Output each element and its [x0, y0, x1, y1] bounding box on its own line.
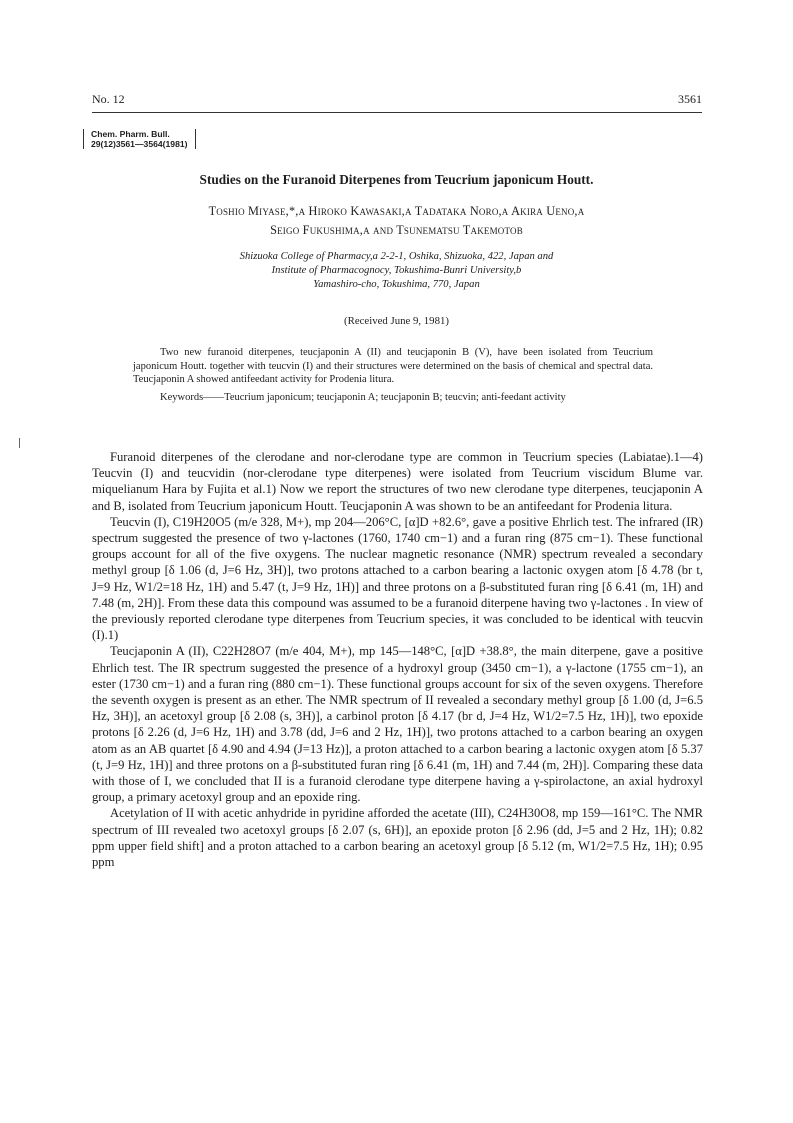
- journal-volume: 29(12)3561—3564(1981): [91, 139, 188, 149]
- paragraph-teucvin: Teucvin (I), C19H20O5 (m/e 328, M+), mp 204—206°C, [α]D +82.6°, gave a positive Ehrlich test. The infrared (IR) spectrum suggested the presence of two γ-lactones (1760, 1740 cm−1) and a furan ring (875 cm−1). These functional groups account for all of the five oxygens. The nuclear magnetic resonance (NMR) spectrum revealed a secondary methyl group [δ 1.06 (d, J=6 Hz, 3H)], two protons attached to a carbon bearing a lactonic oxygen atom [δ 4.78 (br t, J=9 Hz, W1/2=18 Hz, 1H) and 5.47 (t, J=9 Hz, 1H)] and three protons on a β-substituted furan ring [δ 6.41 (m, 1H) and 7.48 (m, 2H)]. From these data this compound was assumed to be a furanoid diterpene having two γ-lactones . In view of the previously reported clerodane type diterpenes from Teucrium species, it was concluded to be identical with teucvin (I).1): [92, 514, 703, 643]
- margin-mark: [19, 438, 20, 448]
- authors-line-1: Toshio Miyase,*,a Hiroko Kawasaki,a Tadataka Noro,a Akira Ueno,a: [208, 204, 585, 218]
- abstract: [133, 346, 653, 404]
- journal-citation: [83, 129, 196, 149]
- affiliation-line-1: Shizuoka College of Pharmacy,a 2-2-1, Oshika, Shizuoka, 422, Japan and: [239, 251, 554, 262]
- paper-title: Studies on the Furanoid Diterpenes from Teucrium japonicum Houtt.: [199, 172, 594, 187]
- body-text: [92, 449, 703, 870]
- running-header: [92, 90, 702, 113]
- page-number: 3561: [678, 92, 702, 106]
- paragraph-intro: Furanoid diterpenes of the clerodane and nor-clerodane type are common in Teucrium species (Labiatae).1—4) Teucvin (I) and teucvidin (nor-clerodane type diterpenes) were isolated from Teucrium viscidum Blume var. miquelianum Hara by Fujita et al.1) Now we report the structures of two new clerodane type diterpenes, teucjaponin A and B, isolated from Teucrium japonicum Houtt. Teucjaponin A was shown to be an antifeedant for Prodenia litura.: [92, 450, 703, 513]
- issue-number: No. 12: [92, 92, 125, 106]
- keywords: Keywords——Teucrium japonicum; teucjaponin A; teucjaponin B; teucvin; anti-feedant activity: [160, 391, 566, 403]
- affiliations: [0, 250, 793, 292]
- received-date: (Received June 9, 1981): [344, 315, 449, 327]
- abstract-text: Two new furanoid diterpenes, teucjaponin A (II) and teucjaponin B (V), have been isolated from Teucrium japonicum Houtt. together with teucvin (I) and their structures were determined on the basis of chemical and spectral data. Teucjaponin A showed antifeedant activity for Prodenia litura.: [133, 347, 653, 386]
- affiliation-line-3: Yamashiro-cho, Tokushima, 770, Japan: [313, 279, 480, 290]
- paragraph-teucjaponin-a: Teucjaponin A (II), C22H28O7 (m/e 404, M+), mp 145—148°C, [α]D +38.8°, the main diterpene, gave a positive Ehrlich test. The IR spectrum suggested the presence of a hydroxyl group (3450 cm−1), a γ-lactone (1755 cm−1), an ester (1730 cm−1) and a furan ring (880 cm−1). These functional groups account for six of the seven oxygens. Therefore the seventh oxygen is present as an ether. The NMR spectrum of II revealed a secondary methyl group [δ 1.00 (d, J=6.5 Hz, 3H)], an acetoxyl group [δ 2.08 (s, 3H)], a carbinol proton [δ 4.17 (br d, J=4 Hz, W1/2=7.5 Hz, 1H)], two epoxide protons [δ 2.26 (d, J=6 Hz, 1H) and 3.78 (dd, J=6 and 2 Hz, 1H)], two protons attached to a carbon bearing an oxygen atom as an AB quartet [δ 4.90 and 4.94 (J=13 Hz)], a proton attached to a carbon bearing a lactonic oxygen atom [δ 5.37 (t, J=9 Hz, 1H)] and three protons on a β-substituted furan ring [δ 6.41 (m, 1H) and 7.44 (m, 2H)]. Comparing these data with those of I, we concluded that II is a furanoid clerodane type diterpene having a γ-spirolactone, an axial hydroxyl group, a primary acetoxyl group and an epoxide ring.: [92, 644, 703, 805]
- authors-line-2: Seigo Fukushima,a and Tsunematsu Takemotob: [270, 223, 523, 237]
- paragraph-acetylation: Acetylation of II with acetic anhydride in pyridine afforded the acetate (III), C24H30O8, mp 159—161°C. The NMR spectrum of III revealed two acetoxyl groups [δ 2.07 (s, 6H)], an epoxide proton [δ 2.96 (dd, J=5 and 2 Hz, 1H); 0.82 ppm upper field shift] and a proton attached to a carbon bearing an acetoxyl group [δ 5.12 (m, W1/2=7.5 Hz, 1H); 0.95 ppm: [92, 806, 703, 870]
- affiliation-line-2: Institute of Pharmacognocy, Tokushima-Bunri University,b: [271, 265, 522, 276]
- author-list: [0, 202, 793, 240]
- journal-name: Chem. Pharm. Bull.: [91, 129, 170, 139]
